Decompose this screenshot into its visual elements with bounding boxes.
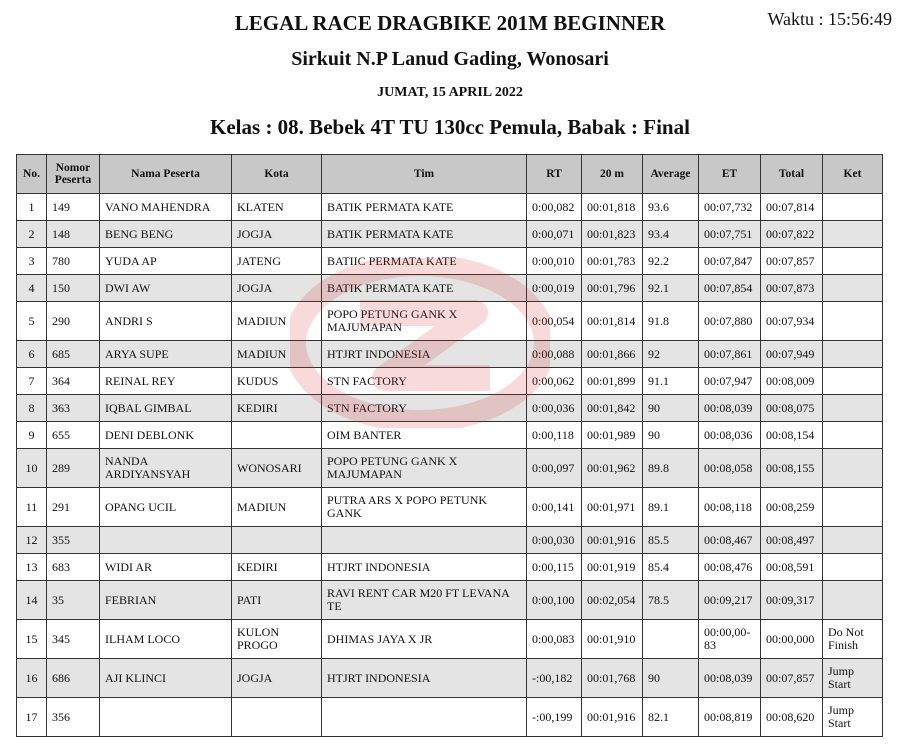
cell-tim: STN FACTORY (322, 368, 527, 395)
cell-total: 00:00,000 (761, 620, 823, 659)
cell-nomor: 685 (47, 341, 100, 368)
cell-nomor: 289 (47, 449, 100, 488)
cell-ket (823, 527, 883, 554)
cell-nama: IQBAL GIMBAL (100, 395, 232, 422)
cell-ket (823, 194, 883, 221)
cell-nomor: 364 (47, 368, 100, 395)
cell-nama (100, 698, 232, 737)
cell-total: 00:08,075 (761, 395, 823, 422)
cell-tim: POPO PETUNG GANK X MAJUMAPAN (322, 449, 527, 488)
cell-nama: DWI AW (100, 275, 232, 302)
cell-total: 00:07,822 (761, 221, 823, 248)
cell-total: 00:08,497 (761, 527, 823, 554)
cell-nama: ARYA SUPE (100, 341, 232, 368)
cell-average: 92.1 (643, 275, 699, 302)
cell-nomor: 356 (47, 698, 100, 737)
cell-tim: BATIIC PERMATA KATE (322, 248, 527, 275)
cell-ket: Jump Start (823, 659, 883, 698)
table-row (17, 488, 883, 527)
cell-average: 90 (643, 659, 699, 698)
cell-nama: FEBRIAN (100, 581, 232, 620)
cell-no: 14 (17, 581, 47, 620)
cell-no: 11 (17, 488, 47, 527)
cell-nomor: 683 (47, 554, 100, 581)
table-row (17, 659, 883, 698)
cell-tim: OIM BANTER (322, 422, 527, 449)
cell-ket: Do Not Finish (823, 620, 883, 659)
cell-20m: 00:02,054 (582, 581, 643, 620)
cell-et: 00:07,880 (699, 302, 761, 341)
cell-tim: RAVI RENT CAR M20 FT LEVANA TE (322, 581, 527, 620)
cell-average: 91.8 (643, 302, 699, 341)
table-row (17, 248, 883, 275)
cell-kota: KEDIRI (232, 395, 322, 422)
cell-average: 89.1 (643, 488, 699, 527)
cell-kota: KULON PROGO (232, 620, 322, 659)
cell-kota (232, 698, 322, 737)
cell-kota (232, 422, 322, 449)
cell-et: 00:09,217 (699, 581, 761, 620)
cell-tim: DHIMAS JAYA X JR (322, 620, 527, 659)
results-table (16, 154, 883, 737)
cell-rt: 0:00,100 (527, 581, 582, 620)
table-header-row (17, 155, 883, 194)
cell-et: 00:08,476 (699, 554, 761, 581)
cell-no: 1 (17, 194, 47, 221)
cell-nama: AJI KLINCI (100, 659, 232, 698)
cell-total: 00:09,317 (761, 581, 823, 620)
cell-total: 00:07,873 (761, 275, 823, 302)
cell-kota: JOGJA (232, 221, 322, 248)
table-row (17, 341, 883, 368)
cell-20m: 00:01,866 (582, 341, 643, 368)
cell-rt: 0:00,010 (527, 248, 582, 275)
cell-total: 00:08,009 (761, 368, 823, 395)
cell-et: 00:07,861 (699, 341, 761, 368)
table-row (17, 527, 883, 554)
cell-tim: POPO PETUNG GANK X MAJUMAPAN (322, 302, 527, 341)
cell-no: 13 (17, 554, 47, 581)
cell-no: 6 (17, 341, 47, 368)
cell-average: 85.5 (643, 527, 699, 554)
table-row (17, 698, 883, 737)
cell-tim: PUTRA ARS X POPO PETUNK GANK (322, 488, 527, 527)
cell-nama: VANO MAHENDRA (100, 194, 232, 221)
cell-average: 78.5 (643, 581, 699, 620)
class-title: Kelas : 08. Bebek 4T TU 130cc Pemula, Babak : Final (210, 115, 690, 139)
cell-average: 90 (643, 395, 699, 422)
cell-average: 93.6 (643, 194, 699, 221)
cell-et: 00:07,854 (699, 275, 761, 302)
cell-nomor: 345 (47, 620, 100, 659)
cell-rt: 0:00,019 (527, 275, 582, 302)
cell-nomor: 148 (47, 221, 100, 248)
table-row (17, 194, 883, 221)
cell-average: 92.2 (643, 248, 699, 275)
cell-ket (823, 395, 883, 422)
cell-rt: 0:00,118 (527, 422, 582, 449)
cell-et: 00:08,039 (699, 659, 761, 698)
cell-nama: ILHAM LOCO (100, 620, 232, 659)
cell-ket (823, 581, 883, 620)
table-row (17, 395, 883, 422)
cell-tim: BATIK PERMATA KATE (322, 221, 527, 248)
cell-20m: 00:01,768 (582, 659, 643, 698)
cell-kota: JOGJA (232, 659, 322, 698)
cell-kota: KLATEN (232, 194, 322, 221)
cell-no: 17 (17, 698, 47, 737)
cell-rt: 0:00,036 (527, 395, 582, 422)
cell-tim: HTJRT INDONESIA (322, 659, 527, 698)
cell-total: 00:08,591 (761, 554, 823, 581)
cell-average: 91.1 (643, 368, 699, 395)
cell-20m: 00:01,989 (582, 422, 643, 449)
cell-average: 90 (643, 422, 699, 449)
header-kota: Kota (232, 155, 322, 194)
cell-total: 00:08,154 (761, 422, 823, 449)
cell-no: 7 (17, 368, 47, 395)
cell-ket (823, 488, 883, 527)
cell-kota: WONOSARI (232, 449, 322, 488)
cell-no: 16 (17, 659, 47, 698)
table-row (17, 302, 883, 341)
cell-tim: HTJRT INDONESIA (322, 341, 527, 368)
cell-20m: 00:01,919 (582, 554, 643, 581)
cell-20m: 00:01,796 (582, 275, 643, 302)
cell-rt: -:00,199 (527, 698, 582, 737)
cell-no: 15 (17, 620, 47, 659)
cell-20m: 00:01,783 (582, 248, 643, 275)
cell-total: 00:07,934 (761, 302, 823, 341)
table-row (17, 554, 883, 581)
venue-title: Sirkuit N.P Lanud Gading, Wonosari (291, 48, 609, 70)
cell-tim: BATIK PERMATA KATE (322, 275, 527, 302)
cell-rt: 0:00,030 (527, 527, 582, 554)
cell-et: 00:07,732 (699, 194, 761, 221)
header-et: ET (699, 155, 761, 194)
cell-rt: 0:00,097 (527, 449, 582, 488)
cell-ket (823, 275, 883, 302)
cell-20m: 00:01,971 (582, 488, 643, 527)
cell-total: 00:08,259 (761, 488, 823, 527)
cell-rt: 0:00,071 (527, 221, 582, 248)
cell-et: 00:08,039 (699, 395, 761, 422)
cell-rt: 0:00,082 (527, 194, 582, 221)
event-date: JUMAT, 15 APRIL 2022 (377, 85, 523, 100)
cell-20m: 00:01,899 (582, 368, 643, 395)
header-rt: RT (527, 155, 582, 194)
cell-nomor: 150 (47, 275, 100, 302)
cell-et: 00:07,947 (699, 368, 761, 395)
cell-nama: YUDA AP (100, 248, 232, 275)
cell-kota: KEDIRI (232, 554, 322, 581)
cell-no: 2 (17, 221, 47, 248)
cell-average: 92 (643, 341, 699, 368)
cell-nomor: 780 (47, 248, 100, 275)
cell-et: 00:08,036 (699, 422, 761, 449)
cell-total: 00:07,857 (761, 659, 823, 698)
cell-et: 00:08,058 (699, 449, 761, 488)
cell-kota: MADIUN (232, 488, 322, 527)
cell-ket: Jump Start (823, 698, 883, 737)
cell-et: 00:07,751 (699, 221, 761, 248)
cell-et: 00:08,467 (699, 527, 761, 554)
table-row (17, 368, 883, 395)
event-title: LEGAL RACE DRAGBIKE 201M BEGINNER (234, 11, 666, 35)
cell-et: 00:07,847 (699, 248, 761, 275)
cell-20m: 00:01,916 (582, 527, 643, 554)
cell-nama (100, 527, 232, 554)
cell-nomor: 149 (47, 194, 100, 221)
cell-no: 12 (17, 527, 47, 554)
header-nomor-line2: Peserta (54, 174, 92, 186)
cell-kota: MADIUN (232, 341, 322, 368)
time-stamp: Waktu : 15:56:49 (767, 9, 892, 29)
cell-tim (322, 698, 527, 737)
cell-no: 4 (17, 275, 47, 302)
cell-20m: 00:01,962 (582, 449, 643, 488)
cell-et: 00:08,118 (699, 488, 761, 527)
table-row (17, 275, 883, 302)
table-body (17, 194, 883, 737)
cell-nama: ANDRI S (100, 302, 232, 341)
header-tim: Tim (322, 155, 527, 194)
header-nomor-line1: Nomor (55, 162, 91, 174)
cell-nama: WIDI AR (100, 554, 232, 581)
cell-ket (823, 554, 883, 581)
cell-no: 10 (17, 449, 47, 488)
cell-ket (823, 341, 883, 368)
cell-et: 00:00,00-83 (699, 620, 761, 659)
cell-rt: 0:00,088 (527, 341, 582, 368)
cell-nama: REINAL REY (100, 368, 232, 395)
cell-20m: 00:01,814 (582, 302, 643, 341)
table-row (17, 422, 883, 449)
cell-kota (232, 527, 322, 554)
cell-total: 00:07,857 (761, 248, 823, 275)
cell-nomor: 291 (47, 488, 100, 527)
cell-nomor: 290 (47, 302, 100, 341)
cell-nomor: 355 (47, 527, 100, 554)
cell-nomor: 363 (47, 395, 100, 422)
table-row (17, 620, 883, 659)
cell-ket (823, 368, 883, 395)
cell-no: 8 (17, 395, 47, 422)
cell-kota: JOGJA (232, 275, 322, 302)
cell-et: 00:08,819 (699, 698, 761, 737)
cell-average: 82.1 (643, 698, 699, 737)
cell-rt: 0:00,062 (527, 368, 582, 395)
header-20m: 20 m (582, 155, 643, 194)
cell-tim: HTJRT INDONESIA (322, 554, 527, 581)
cell-20m: 00:01,818 (582, 194, 643, 221)
cell-no: 9 (17, 422, 47, 449)
header-no: No. (17, 155, 47, 194)
cell-no: 3 (17, 248, 47, 275)
cell-kota: JATENG (232, 248, 322, 275)
header-average: Average (643, 155, 699, 194)
header-nomor-peserta (47, 155, 100, 194)
cell-20m: 00:01,823 (582, 221, 643, 248)
cell-total: 00:07,949 (761, 341, 823, 368)
table-row (17, 449, 883, 488)
cell-rt: 0:00,083 (527, 620, 582, 659)
cell-ket (823, 302, 883, 341)
table-row (17, 221, 883, 248)
cell-tim: BATIK PERMATA KATE (322, 194, 527, 221)
cell-nomor: 35 (47, 581, 100, 620)
header-ket: Ket (823, 155, 883, 194)
cell-nomor: 655 (47, 422, 100, 449)
cell-nama: OPANG UCIL (100, 488, 232, 527)
cell-tim: STN FACTORY (322, 395, 527, 422)
cell-average: 89.8 (643, 449, 699, 488)
cell-ket (823, 449, 883, 488)
cell-rt: -:00,182 (527, 659, 582, 698)
cell-20m: 00:01,842 (582, 395, 643, 422)
cell-nama: DENI DEBLONK (100, 422, 232, 449)
cell-ket (823, 248, 883, 275)
header-total: Total (761, 155, 823, 194)
cell-rt: 0:00,115 (527, 554, 582, 581)
cell-kota: KUDUS (232, 368, 322, 395)
cell-20m: 00:01,916 (582, 698, 643, 737)
cell-ket (823, 221, 883, 248)
cell-average: 93.4 (643, 221, 699, 248)
cell-no: 5 (17, 302, 47, 341)
cell-average (643, 620, 699, 659)
cell-rt: 0:00,141 (527, 488, 582, 527)
cell-ket (823, 422, 883, 449)
cell-total: 00:08,620 (761, 698, 823, 737)
cell-average: 85.4 (643, 554, 699, 581)
cell-nama: BENG BENG (100, 221, 232, 248)
cell-rt: 0:00,054 (527, 302, 582, 341)
cell-total: 00:07,814 (761, 194, 823, 221)
cell-kota: PATI (232, 581, 322, 620)
cell-total: 00:08,155 (761, 449, 823, 488)
header-nama: Nama Peserta (100, 155, 232, 194)
cell-kota: MADIUN (232, 302, 322, 341)
table-row (17, 581, 883, 620)
cell-nama: NANDA ARDIYANSYAH (100, 449, 232, 488)
cell-nomor: 686 (47, 659, 100, 698)
cell-20m: 00:01,910 (582, 620, 643, 659)
cell-tim (322, 527, 527, 554)
